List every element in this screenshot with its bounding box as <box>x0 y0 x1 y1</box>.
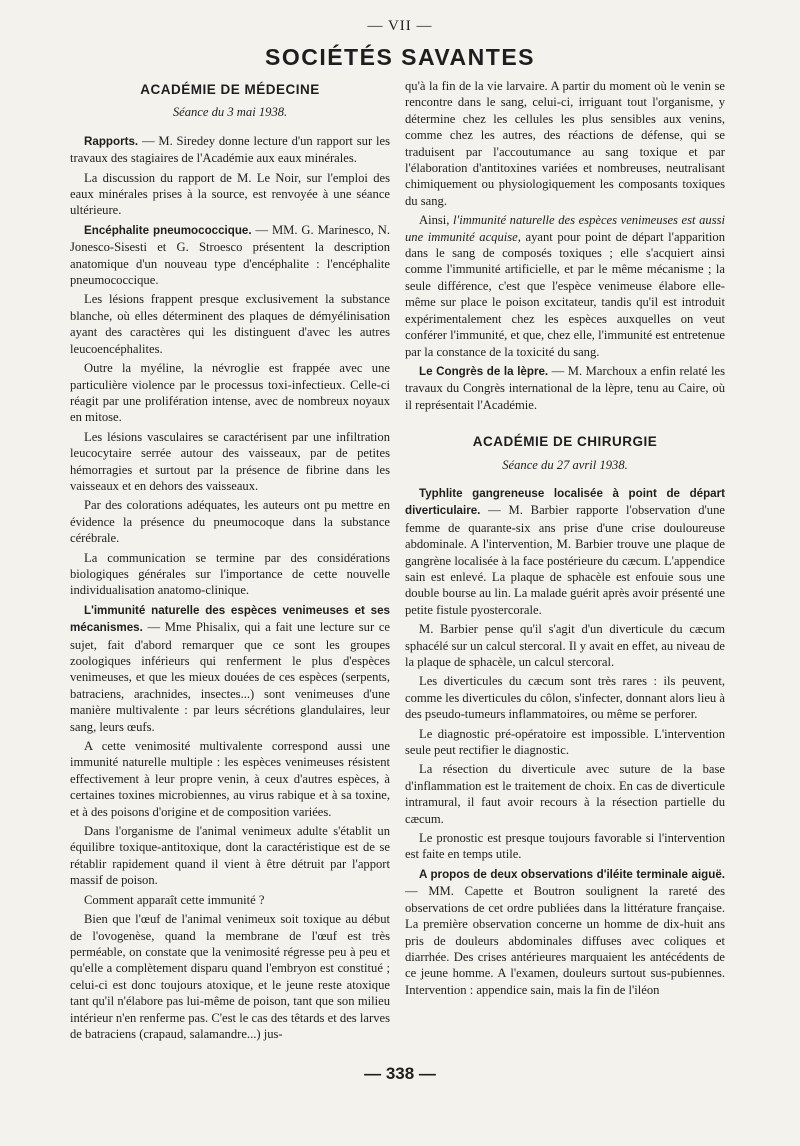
page-roman-numeral: — VII — <box>367 18 433 34</box>
paragraph: Les diverticules du cæcum sont très rares : ils peuvent, comme les diverticules du côlon, s'infecter, donnant alors lieu à des pseudo-tumeurs inflammatoires, ou même se perforer. <box>405 674 725 722</box>
paragraph: Par des colorations adéquates, les auteurs ont pu mettre en évidence la présence du pneumocoque dans la substance cérébrale. <box>70 498 390 546</box>
paragraph: Bien que l'œuf de l'animal venimeux soit toxique au début de l'ovogenèse, quand la membrane de l'œuf est très perméable, on constate que la venimosité régresse peu à peu et qu'elle a complètement disparu quand l'embryon est constitué ; celui-ci est donc toujours atoxique, et le jeune reste atoxique tant qu'il n'élabore pas lui-même de poison, tant que son milieu intérieur n'en renferme pas. C'est le cas des têtards et des larves de batraciens (crapaud, salamandre...) jus- <box>70 912 390 1041</box>
paragraph: qu'à la fin de la vie larvaire. A partir du moment où le venin se rencontre dans le sang, celui-ci, irriguant tout l'organisme, y détermine chez les cellules les plus sensibles aux venins, comme chez les autres, des réactions de défense, qui se traduisent par l'accoutumance au sang toxique et par l'élaboration d'antitoxines variées et nombreuses, neutralisant chimiquement ou physiologiquement les composants toxiques du sang. <box>405 79 725 208</box>
paragraph <box>405 363 725 413</box>
paragraph-italic: l'immunité naturelle des espèces venimeuses est aussi une immunité acquise, <box>405 213 725 244</box>
paragraph-heading: Rapports. <box>84 134 139 148</box>
paragraph: Comment apparaît cette immunité ? <box>84 892 265 907</box>
paragraph <box>70 222 390 289</box>
paragraph: M. Barbier pense qu'il s'agit d'un diverticule du cæcum sphacélé sur un calcul stercoral. Il y avait en effet, au niveau de la plaque de sphacèle, un calcul stercoral. <box>405 622 725 669</box>
seance-date-medecine: Séance du 3 mai 1938. <box>172 105 288 120</box>
paragraph-lead: Ainsi, <box>419 213 454 228</box>
paragraph <box>405 485 725 618</box>
paragraph-text: ayant pour point de départ l'apparition dans le sang de composés toxiques ; elle s'acquiert ainsi comme l'immunité artificielle, et par le même mécanisme ; la seule différence, c'est que l'espèce venimeuse élabore elle-même sur place le poison excitateur, tandis qu'il est introduit expérimentalement chez les espèces auxquelles on veut conférer l'immunité, et que, chez elle, l'immunité est entretenue par la constance de la toxicité du sang. <box>405 229 725 359</box>
paragraph-text: — MM. G. Marinesco, N. Jonesco-Sisesti et G. Stroesco présentent la description anatomique d'un nouveau type d'encéphalite : l'encéphalite pneumococcique. <box>70 222 391 288</box>
paragraph-heading: L'immunité naturelle des espèces venimeuses et ses mécanismes. <box>70 603 390 635</box>
paragraph-text: — Mme Phisalix, qui a fait une lecture sur ce sujet, fait d'abord remarquer que ce sont les groupes zoologiques inférieurs qui renferment le plus d'espèces venimeuses, et que les mieux douées de ces espèces (serpents, batraciens, arachnides, insectes...) sont venimeuses d'une manière multivalente : par leurs sécrétions glandulaires, leur sang, leurs œufs. <box>70 620 390 734</box>
paragraph: Les lésions vasculaires se caractérisent par une infiltration leucocytaire serrée autour des vaisseaux, par de petites hémorragies et surtout par la présence de fibrine dans les vaisseaux et en dehors des vaisseaux. <box>70 429 390 493</box>
paragraph-text: — MM. Capette et Boutron soulignent la rareté des observations de cet ordre publiées dans la littérature française. La première observation concerne un homme de dix-huit ans pris de douleurs abdominales diffuses avec coliques et diarrhée. Des crises antérieures marquaient les antécédents de ce jeune homme. A l'examen, douleurs surtout sus-pubiennes. Intervention : appendice sain, mais la fin de l'iléon <box>405 884 725 997</box>
paragraph: La résection du diverticule avec suture de la base d'inflammation est le traitement de choix. En cas de diverticule intramural, il faut avoir recours à la résection partielle du cæcum. <box>405 762 725 826</box>
paragraph <box>70 133 390 167</box>
paragraph: Les lésions frappent presque exclusivement la substance blanche, où elles déterminent des plaques de démyélinisation ayant des caractères qui les distinguent d'avec les autres leucoencéphalites. <box>70 292 390 356</box>
page-title: SOCIÉTÉS SAVANTES <box>264 44 536 70</box>
paragraph <box>405 212 725 360</box>
section-gap <box>405 416 725 430</box>
paragraph <box>405 866 725 998</box>
section-title-chirurgie: ACADÉMIE DE CHIRURGIE <box>472 434 658 450</box>
paragraph-heading: Le Congrès de la lèpre. <box>419 364 549 378</box>
seance-date-chirurgie: Séance du 27 avril 1938. <box>502 457 628 472</box>
paragraph-heading: A propos de deux observations d'iléite terminale aiguë. <box>419 867 725 881</box>
paragraph <box>70 602 390 735</box>
left-column <box>70 78 390 1045</box>
paragraph: Le diagnostic pré-opératoire est impossible. L'intervention seule peut rectifier le diagnostic. <box>405 726 725 758</box>
paragraph-text: — M. Barbier rapporte l'observation d'une femme de quarante-six ans prise d'une crise douloureuse abdominale. A l'intervention, M. Barbier trouve une plaque de gangrène localisée à la face postérieure du cæcum. L'appendice sain est enlevé. La plaque de sphacèle est enfouie sous une double bourse au lin. La malade guérit après avoir présenté une petite fistule pyostercorale. <box>405 503 725 617</box>
paragraph: Dans l'organisme de l'animal venimeux adulte s'établit un équilibre toxique-antitoxique, dont la caractéristique est de se rétablir rapidement quand il vient à être détruit par l'apport massif de poison. <box>70 824 390 888</box>
paragraph-heading: Typhlite gangreneuse localisée à point de départ diverticulaire. <box>405 486 725 518</box>
paragraph-text: — M. Siredey donne lecture d'un rapport sur les travaux des stagiaires de l'Académie aux eaux minérales. <box>70 133 390 166</box>
paragraph: Outre la myéline, la névroglie est frappée avec une particulière violence par le processus toxi-infectieux. Celle-ci réagit par une prolifération intense, avec de nombreux noyaux en mitose. <box>70 361 390 425</box>
paragraph: A cette venimosité multivalente correspond aussi une immunité naturelle multiple : les espèces venimeuses résistent effectivement à leur propre venin, à ceux d'autres espèces, à certaines toxines microbiennes, au virus rabique et à sa toxine, et à des poisons d'origine et de composition variées. <box>70 739 390 819</box>
paragraph-text: — M. Marchoux a enfin relaté les travaux du Congrès international de la lèpre, tenu au Caire, où il représentait l'Académie. <box>405 363 725 412</box>
paragraph: Le pronostic est presque toujours favorable si l'intervention est faite en temps utile. <box>405 831 725 862</box>
paragraph: La communication se termine par des considérations biologiques générales sur l'importance de cette nouvelle individualisation anatomo-clinique. <box>70 550 390 598</box>
right-column <box>405 78 725 1001</box>
paragraph: La discussion du rapport de M. Le Noir, sur l'emploi des eaux minérales prises à la source, est renvoyée à une séance ultérieure. <box>70 170 390 218</box>
page-number: — 338 — <box>364 1064 436 1083</box>
paragraph-heading: Encéphalite pneumococcique. <box>84 223 252 237</box>
section-title-medecine: ACADÉMIE DE MÉDECINE <box>140 82 320 97</box>
